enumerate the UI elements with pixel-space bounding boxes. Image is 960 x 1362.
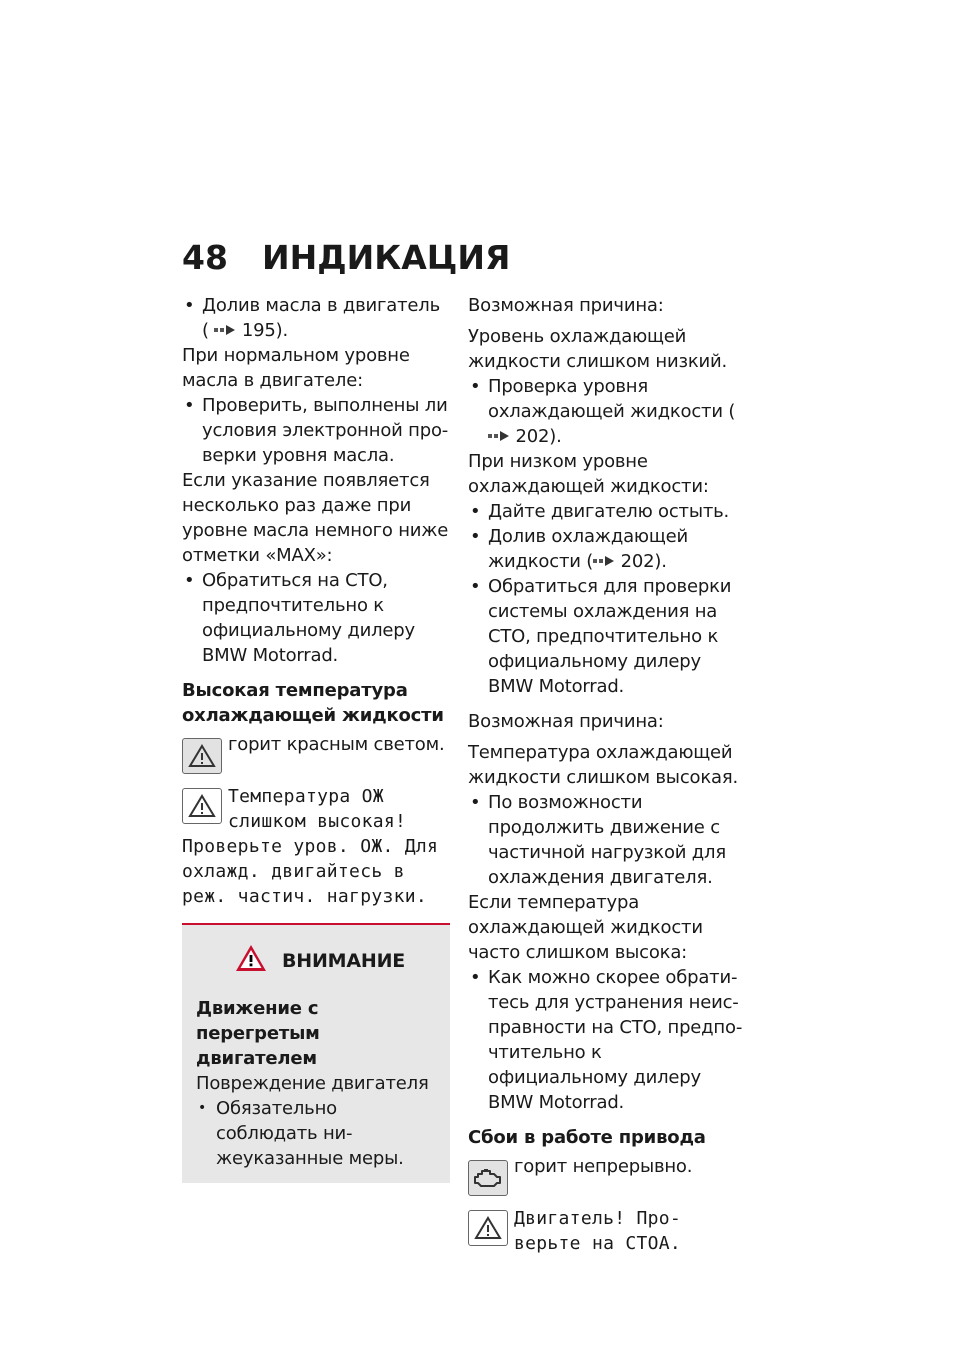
display-message [468, 1206, 743, 1256]
warning-triangle-icon [182, 738, 222, 774]
warning-header [196, 943, 438, 980]
display-line: Проверьте уров. ОЖ. Для охлажд. двигайтесь в реж. частич. нагрузки. [182, 836, 439, 907]
display-line: Двигатель! Про- [514, 1208, 682, 1229]
list-item: • Дайте двигателю остыть. [470, 501, 730, 522]
list-item: • Обратиться на СТО, предпочтительно к официальному дилеру BMW Motorrad. [184, 570, 415, 666]
warning-triangle-icon [234, 943, 268, 980]
paragraph: Уровень охлаждающей жидкости слишком низкий. [468, 326, 728, 372]
paragraph: Если температура охлаждающей жидкости часто слишком высока: [468, 892, 703, 963]
list-item: • Проверка уровня охлаждающей жидкости ( 202). [470, 376, 736, 447]
warning-text: Повреждение двигателя [196, 1073, 429, 1094]
display-line: Температура ОЖ [228, 786, 384, 807]
paragraph: Возможная причина: [468, 295, 664, 316]
indicator-row [468, 1154, 743, 1198]
paragraph: Возможная причина: [468, 711, 664, 732]
warning-subtitle: Движение с перегретым двигателем [196, 998, 320, 1069]
warning-triangle-icon [468, 1210, 508, 1246]
display-message [182, 784, 450, 909]
paragraph: При нормальном уровне масла в двигателе: [182, 345, 410, 391]
warning-title: ВНИМАНИЕ [282, 950, 406, 972]
list-item: • Долив масла в двигатель ( 195). [184, 295, 441, 341]
right-column [468, 293, 743, 1256]
display-line: верьте на СТОА. [514, 1233, 682, 1254]
warning-box [182, 923, 450, 1183]
display-line: слишком высокая! [228, 811, 407, 832]
paragraph: Если указание появляется несколько раз даже при уровне масла немного ниже отметки «MAX»: [182, 470, 449, 566]
list-item: • Обратиться для проверки системы охлаждения на СТО, предпочтительно к официальному дилеру BMW Motorrad. [470, 576, 732, 697]
page-title: ИНДИКАЦИЯ [262, 238, 511, 277]
section-heading: Сбои в работе привода [468, 1127, 706, 1148]
list-item: • Проверить, выполнены ли условия электронной проверки уровня масла. [184, 395, 449, 466]
page-number: 48 [182, 238, 228, 277]
indicator-text: горит красным светом. [228, 734, 445, 755]
arrow-ref-icon [593, 551, 615, 572]
warning-triangle-icon [182, 788, 222, 824]
list-item: • Обязательно соблюдать нижеуказанные меры. [198, 1098, 404, 1169]
paragraph: При низком уровне охлаждающей жидкости: [468, 451, 709, 497]
section-heading: Высокая температура охлаждающей жидкости [182, 680, 444, 726]
engine-check-icon [468, 1160, 508, 1196]
arrow-ref-icon [209, 320, 237, 341]
list-item: • По возможности продолжить движение с частичной нагрузкой для охлаждения двигателя. [470, 792, 726, 888]
paragraph: Температура охлаждающей жидкости слишком высокая. [468, 742, 738, 788]
list-item: • Долив охлаждающей жидкости ( 202). [470, 526, 688, 572]
indicator-text: горит непрерывно. [514, 1156, 693, 1177]
left-column [182, 293, 450, 1183]
indicator-row [182, 732, 450, 776]
page-header [182, 238, 510, 277]
arrow-ref-icon [488, 426, 510, 447]
list-item: • Как можно скорее обратитесь для устранения неисправности на СТО, предпочтительно к официальному дилеру BMW Motorrad. [470, 967, 743, 1113]
